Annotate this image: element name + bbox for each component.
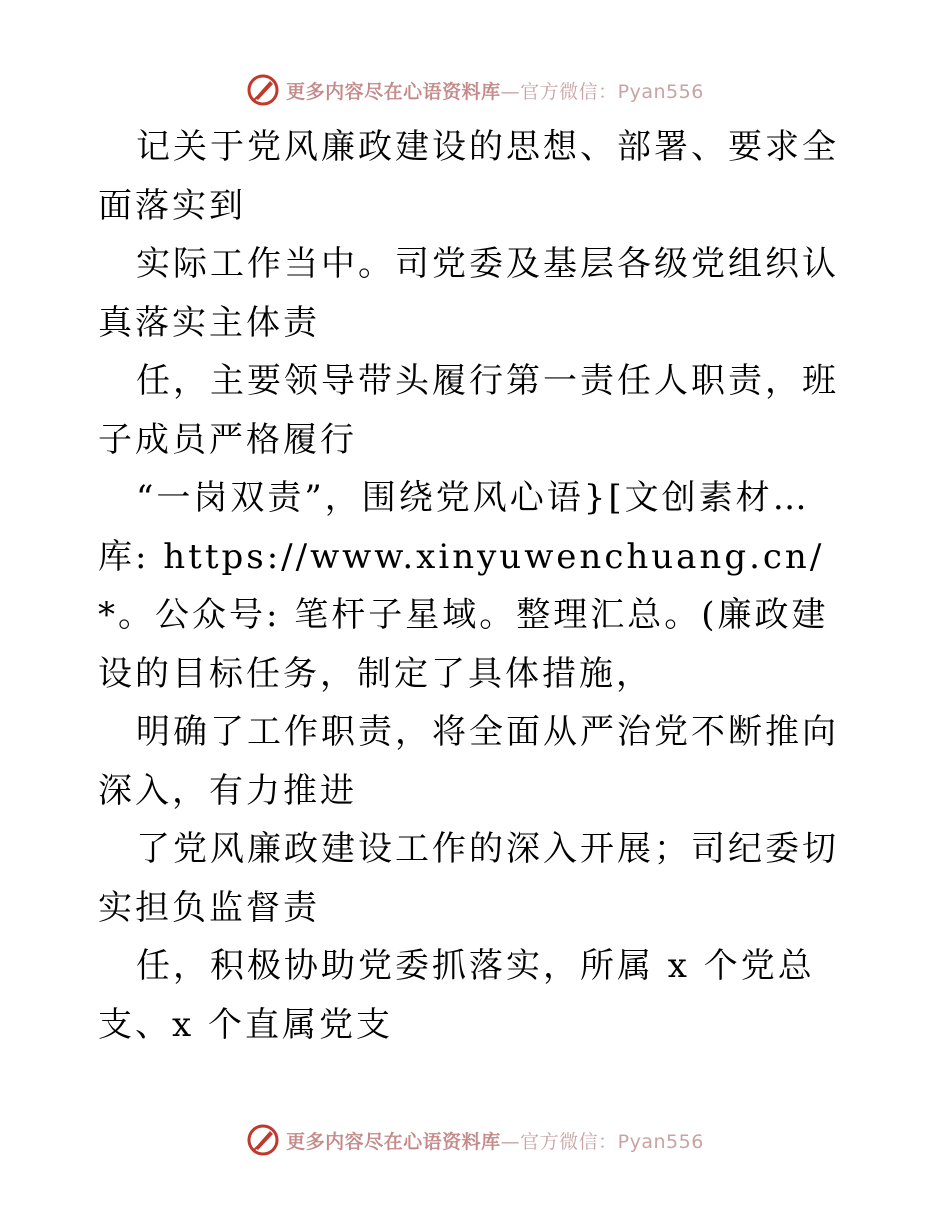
watermark-lead: 更多内容尽在心语资料库 [286, 80, 501, 103]
paragraph-2: 实际工作当中。司党委及基层各级党组织认真落实主体责 [98, 244, 839, 343]
quill-logo-icon [246, 73, 280, 107]
paragraph-5: 明确了工作职责，将全面从严治党不断推向深入，有力推进 [98, 712, 839, 811]
paragraph-4: “一岗双责”，围绕党风心语}[文创素材…库: https://www.xinyuwenchuang.cn/*。公众号: 笔杆子星域。整理汇总。(廉政建设的目标任务，制定了具体措施， [98, 478, 829, 694]
paragraph-6: 了党风廉政建设工作的深入开展；司纪委切实担负监督责 [98, 829, 839, 928]
watermark-rest: —官方微信：Pyan556 [500, 80, 704, 103]
paragraph-3: 任，主要领导带头履行第一责任人职责，班子成员严格履行 [98, 361, 839, 460]
watermark-text [286, 77, 704, 104]
watermark-text [286, 1127, 704, 1154]
paragraph-7: 任，积极协助党委抓落实，所属 x 个党总支、x 个直属党支 [98, 946, 815, 1045]
paragraph-1: 记关于党风廉政建设的思想、部署、要求全面落实到 [98, 127, 839, 226]
header-watermark [0, 70, 950, 110]
footer-watermark [0, 1120, 950, 1160]
document-body [98, 118, 858, 1054]
watermark-lead: 更多内容尽在心语资料库 [286, 1130, 501, 1153]
watermark-rest: —官方微信：Pyan556 [500, 1130, 704, 1153]
quill-logo-icon [246, 1123, 280, 1157]
